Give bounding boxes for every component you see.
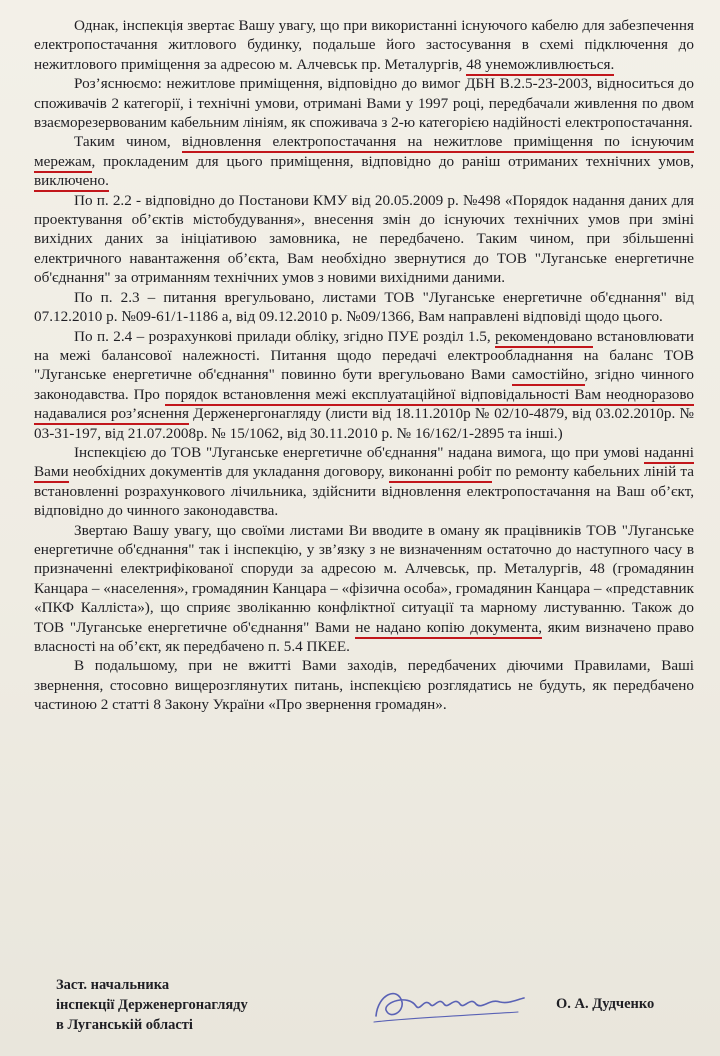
underlined-phrase: не надано копію документа, xyxy=(355,619,542,639)
paragraph-4: По п. 2.2 - відповідно до Постанови КМУ від 20.05.2009 р. №498 «Порядок надання даних для проектування об’єктів містобудування», внесення змін до існуючих технічних умов при зміні вихідних даних за ініціативою замовника, не передбачено. Таким чином, при збільшенні електричного навантаження об’єкта, Вам необхідно звернутися до ТОВ "Луганське енергетичне об'єднання" за отриманням технічних умов з новими вихідними даними. xyxy=(34,191,694,287)
underlined-phrase: виконанні робіт xyxy=(389,463,492,483)
signatory-name: О. А. Дудченко xyxy=(556,996,655,1012)
underlined-phrase: наданні Вами xyxy=(34,444,694,483)
paragraph-6: По п. 2.4 – розрахункові прилади обліку, згідно ПУЕ розділ 1.5, рекомендовано встановлювати на межі балансової належності. Питання щодо передачі електрообладнання на баланс ТОВ "Луганське енергетичне об'єднання" повинно бути врегульовано Вами самостійно, згідно чинного законодавства. Про порядок встановлення межі експлуатаційної відповідальності Вам неодноразово надавалися роз’яснення Держенергонагляду (листи від 18.11.2010р № 02/10-4879, від 03.02.2010р. № 03-31-197, від 21.07.2008р. № 15/1062, від 30.11.2010 р. № 16/162/1-2895 та інші.) xyxy=(34,327,695,442)
underlined-phrase: виключено. xyxy=(34,172,109,192)
paragraph-1: Однак, інспекція звертає Вашу увагу, що при використанні існуючого кабелю для забезпечення електропостачання житлового будинку, подальше його застосування в схемі підключення до нежитлового приміщення за адресою м. Алчевськ пр. Металургів, 48 унеможливлюється. xyxy=(34,16,694,74)
position-line: Заст. начальника xyxy=(56,977,170,993)
paragraph-3: Таким чином, відновлення електропостачання на нежитлове приміщення по існуючим мережам, прокладеним для цього приміщення, відповідно до раніш отриманих технічних умов, виключено. xyxy=(34,132,694,190)
underlined-phrase: 48 унеможливлюється. xyxy=(466,56,614,76)
paragraph-9: В подальшому, при не вжитті Вами заходів, передбачених діючими Правилами, Ваші звернення, стосовно вищерозглянутих питань, інспекцією розглядатись не будуть, як передбачено частиною 2 статті 8 Закону України «Про звернення громадян». xyxy=(34,657,694,714)
underlined-phrase: рекомендовано xyxy=(495,328,592,348)
underlined-phrase: порядок встановлення межі експлуатаційної відповідальності Вам неодноразово надавалися роз’яснення xyxy=(34,386,694,425)
underlined-phrase: самостійно xyxy=(512,366,585,386)
paragraph-5: По п. 2.3 – питання врегульовано, листами ТОВ "Луганське енергетичне об'єднання" від 07.12.2010 р. №09-61/1-1186 а, від 09.12.2010 р. №09/1366, Вам направлені відповіді щодо цього. xyxy=(34,288,694,326)
signatory-position xyxy=(56,975,248,1035)
handwritten-signature xyxy=(368,976,528,1032)
position-line: в Луганській області xyxy=(56,1017,193,1033)
underlined-phrase: відновлення електропостачання на нежитлове приміщення по існуючим мережам xyxy=(34,133,694,172)
paragraph-2: Роз’яснюємо: нежитлове приміщення, відповідно до вимог ДБН В.2.5-23-2003, відноситься до споживачів 2 категорії, і технічні умови, отримані Вами у 1997 році, передбачали живлення по двом взаєморезервованим кабельним лініям, як споживача з 2-ю категорією надійності електропостачання. xyxy=(34,75,694,132)
paragraph-7: Інспекцією до ТОВ "Луганське енергетичне об'єднання" надана вимога, що при умові наданні Вами необхідних документів для укладання договору, виконанні робіт по ремонту кабельних ліній та встановленні розрахункового лічильника, здійснити відновлення електропостачання на Ваш об’єкт, відповідно до чинного законодавства. xyxy=(34,443,694,520)
paragraph-8: Звертаю Вашу увагу, що своїми листами Ви вводите в оману як працівників ТОВ "Луганське енергетичне об'єднання" так і інспекцію, у зв’язку з не визначенням остаточно до наступного часу в призначенні електрифікованої споруди за адресою м. Алчевськ, пр. Металургів, 48 (громадянин Канцара – «населення», громадянин Канцара – «фізична особа», громадянин Канцара – «представник «ПКФ Калліста»), що сприяє зволіканню конфліктної ситуації та марному листуванню. Також до ТОВ "Луганське енергетичне об'єднання" Вами не надано копію документа, яким визначено право власності на об’єкт, як передбачено п. 5.4 ПКЕЕ. xyxy=(34,521,694,655)
letter-body xyxy=(34,16,694,715)
position-line: інспекції Держенергонагляду xyxy=(56,997,248,1013)
